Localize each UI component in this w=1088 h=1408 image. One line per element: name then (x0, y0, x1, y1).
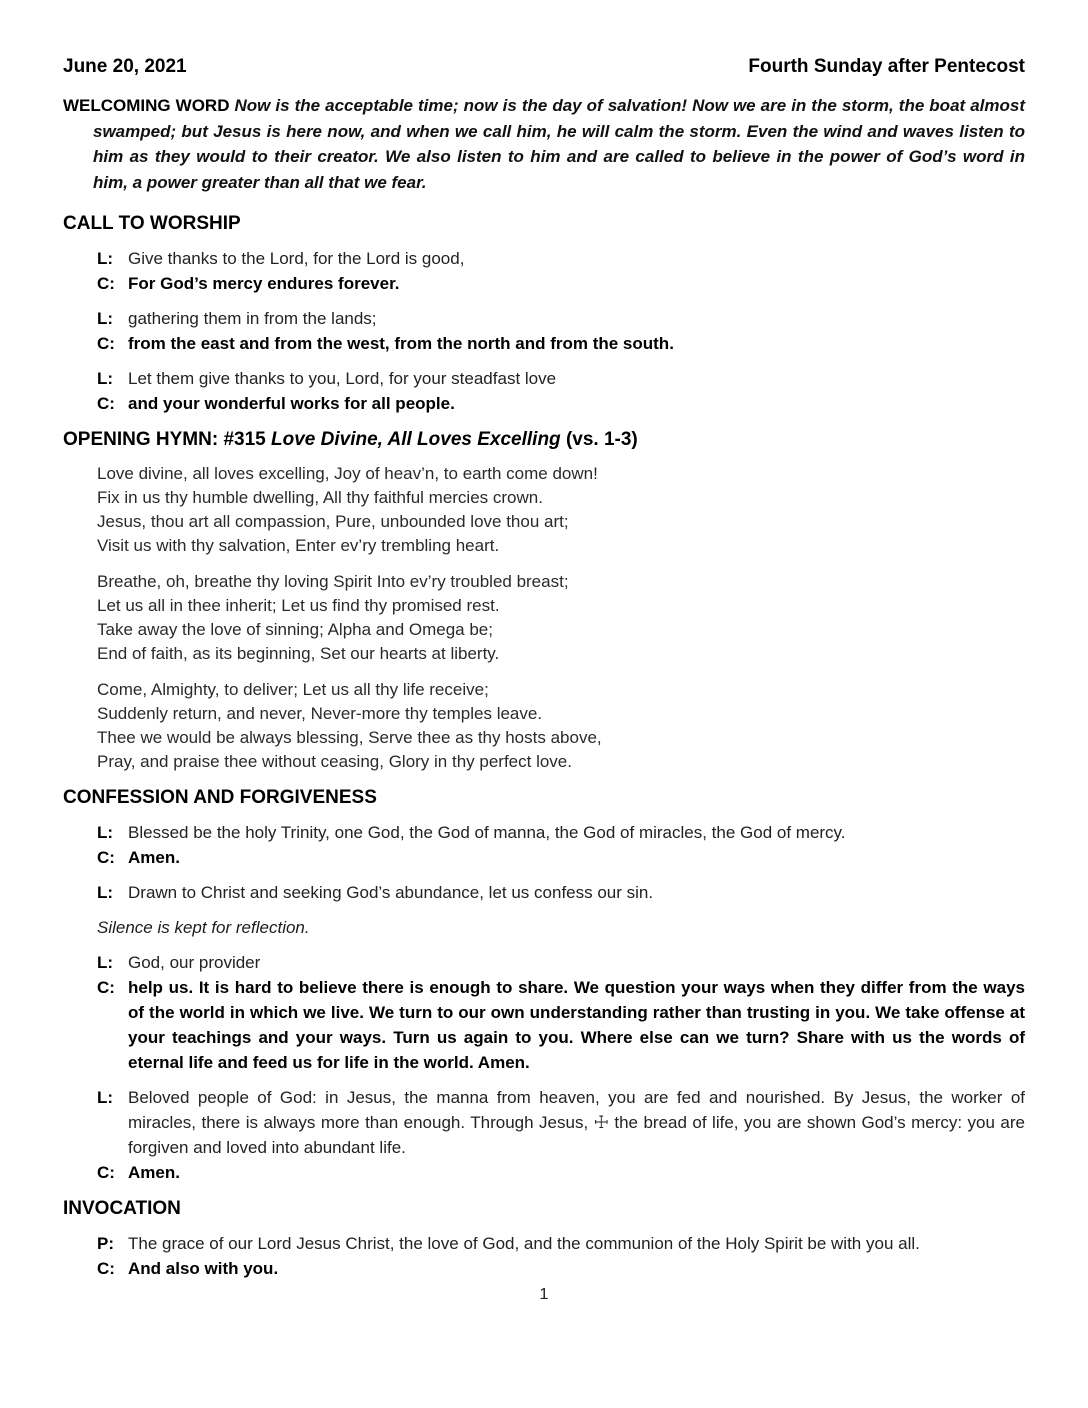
liturgy-text: The grace of our Lord Jesus Christ, the love of God, and the communion of the Holy Spirit be with you all. (128, 1234, 920, 1253)
welcoming-word-text: Now is the acceptable time; now is the day of salvation! Now we are in the storm, the boat almost swamped; but Jesus is here now, and when we call him, he will calm the storm. Even the wind and waves listen to him as they would to their creator. We also listen to him and are called to believe in the power of God’s word in him, a power greater than all that we fear. (93, 96, 1025, 192)
liturgy-text: Amen. (128, 1163, 180, 1182)
speaker-label: L: (97, 309, 114, 328)
liturgy-line (63, 1160, 1025, 1185)
liturgy-text: from the east and from the west, from the north and from the south. (128, 334, 674, 353)
hymn-line: Visit us with thy salvation, Enter ev’ry trembling heart. (97, 536, 500, 555)
speaker-label: L: (97, 953, 114, 972)
versicle-group (63, 880, 1025, 905)
silence-rubric: Silence is kept for reflection. (97, 918, 310, 937)
liturgy-text: Give thanks to the Lord, for the Lord is good, (128, 249, 465, 268)
liturgy-text: and your wonderful works for all people. (128, 394, 455, 413)
liturgy-line (63, 820, 1025, 845)
liturgy-text: help us. It is hard to believe there is enough to share. We question your ways when they differ from the ways of the world in which we live. We turn to our own understanding rather than trusting in you. We take offense at your teachings and your ways. Turn us again to you. Where else can we turn? Share with us the words of eternal life and feed us for life in the world. Amen. (128, 978, 1025, 1072)
header-date: June 20, 2021 (63, 56, 187, 77)
hymn-line: Breathe, oh, breathe thy loving Spirit Into ev’ry troubled breast; (97, 572, 569, 591)
speaker-label: L: (97, 823, 114, 842)
document-header (63, 55, 1025, 79)
liturgy-text: For God’s mercy endures forever. (128, 274, 400, 293)
liturgy-line (63, 1256, 1025, 1281)
speaker-label: C: (97, 978, 115, 997)
liturgy-text: Beloved people of God: in Jesus, the manna from heaven, you are fed and nourished. By Jesus, the worker of miracles, there is always more than enough. Through Jesus, ☩ the bread of life, you are shown God’s mercy: you are forgiven and loved into abundant life. (128, 1088, 1025, 1157)
hymn-line: Pray, and praise thee without ceasing, Glory in thy perfect love. (97, 752, 572, 771)
header-occasion: Fourth Sunday after Pentecost (748, 56, 1025, 77)
liturgy-line (63, 845, 1025, 870)
hymn-line: Jesus, thou art all compassion, Pure, unbounded love thou art; (97, 512, 569, 531)
call-to-worship-heading: CALL TO WORSHIP (63, 213, 241, 234)
welcoming-word-paragraph (63, 93, 1025, 195)
speaker-label: C: (97, 848, 115, 867)
liturgy-line (63, 975, 1025, 1075)
hymn-line: Take away the love of sinning; Alpha and Omega be; (97, 620, 493, 639)
versicle-group (63, 306, 1025, 356)
versicle-group (63, 820, 1025, 870)
liturgy-line (63, 306, 1025, 331)
speaker-label: L: (97, 883, 114, 902)
hymn-line: Suddenly return, and never, Never-more thy temples leave. (97, 704, 543, 723)
versicle-group (63, 1231, 1025, 1281)
hymn-line: Love divine, all loves excelling, Joy of heav’n, to earth come down! (97, 464, 598, 483)
page-number: 1 (539, 1286, 549, 1303)
liturgy-line (63, 366, 1025, 391)
hymn-line: Fix in us thy humble dwelling, All thy faithful mercies crown. (97, 488, 543, 507)
liturgy-text: Amen. (128, 848, 180, 867)
liturgy-text: And also with you. (128, 1259, 279, 1278)
hymn-verse-3 (97, 678, 1025, 774)
liturgy-text: Blessed be the holy Trinity, one God, the God of manna, the God of miracles, the God of mercy. (128, 823, 846, 842)
versicle-group (63, 950, 1025, 1075)
liturgy-line (63, 271, 1025, 296)
liturgy-line (63, 246, 1025, 271)
liturgy-line (63, 1085, 1025, 1160)
versicle-group (63, 366, 1025, 416)
hymn-title: Love Divine, All Loves Excelling (271, 429, 561, 450)
liturgy-text: Let them give thanks to you, Lord, for your steadfast love (128, 369, 557, 388)
hymn-verse-1 (97, 462, 1025, 558)
speaker-label: L: (97, 249, 114, 268)
speaker-label: C: (97, 1163, 115, 1182)
invocation-heading: INVOCATION (63, 1198, 181, 1219)
liturgy-text: gathering them in from the lands; (128, 309, 377, 328)
liturgy-line (63, 950, 1025, 975)
liturgy-text: God, our provider (128, 953, 261, 972)
versicle-group (63, 246, 1025, 296)
hymn-line: Thee we would be always blessing, Serve thee as thy hosts above, (97, 728, 602, 747)
versicle-group (63, 1085, 1025, 1185)
hymn-verse-2 (97, 570, 1025, 666)
liturgy-line (63, 391, 1025, 416)
liturgy-line (63, 1231, 1025, 1256)
hymn-line: End of faith, as its beginning, Set our hearts at liberty. (97, 644, 500, 663)
welcoming-word-label: WELCOMING WORD (63, 96, 230, 115)
speaker-label: C: (97, 394, 115, 413)
hymn-line: Come, Almighty, to deliver; Let us all thy life receive; (97, 680, 489, 699)
speaker-label: C: (97, 334, 115, 353)
opening-hymn-label: OPENING HYMN: #315 (63, 429, 271, 450)
speaker-label: L: (97, 1088, 114, 1107)
hymn-line: Let us all in thee inherit; Let us find thy promised rest. (97, 596, 500, 615)
speaker-label: C: (97, 274, 115, 293)
liturgy-text: Drawn to Christ and seeking God’s abundance, let us confess our sin. (128, 883, 654, 902)
speaker-label: C: (97, 1259, 115, 1278)
liturgy-line (63, 331, 1025, 356)
liturgy-line (63, 880, 1025, 905)
hymn-verses-note: (vs. 1-3) (560, 429, 638, 450)
opening-hymn-heading (63, 428, 1025, 452)
speaker-label: L: (97, 369, 114, 388)
speaker-label: P: (97, 1234, 114, 1253)
confession-heading: CONFESSION AND FORGIVENESS (63, 787, 377, 808)
